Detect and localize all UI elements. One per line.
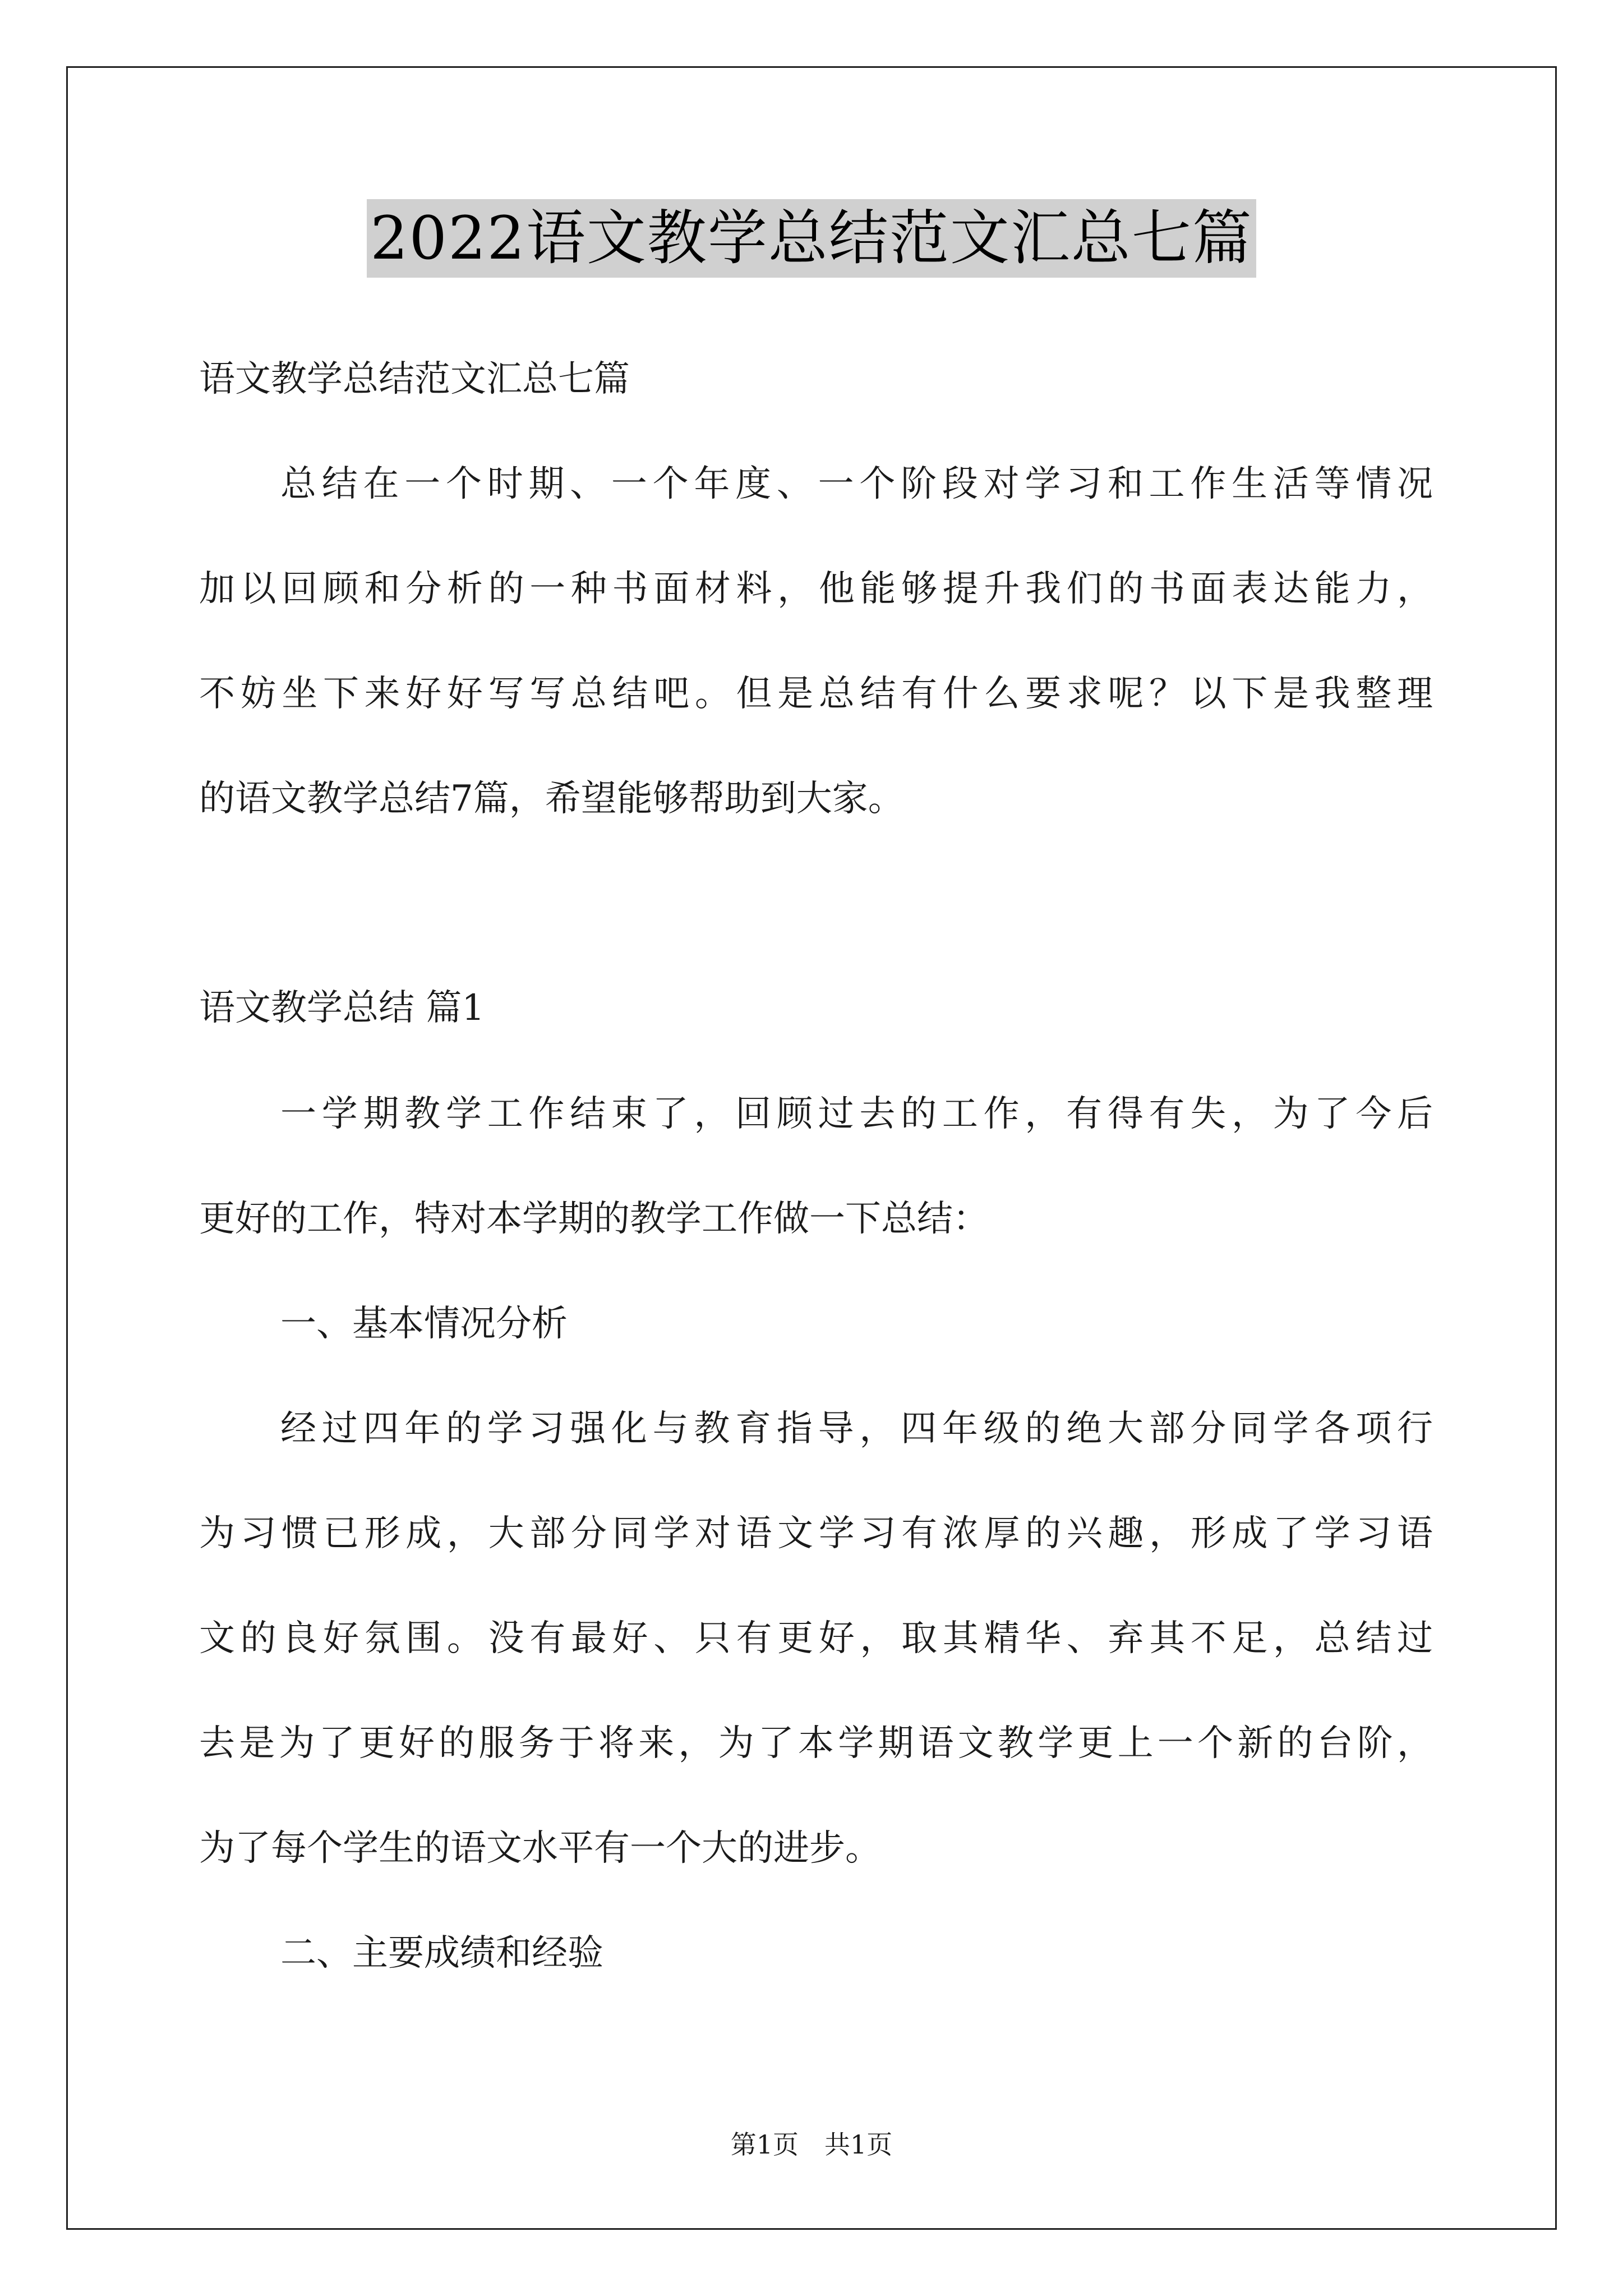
heading-basic-analysis: 一、基本情况分析	[280, 1303, 568, 1345]
intro-line-2: 加以回顾和分析的一种书面材料，他能够提升我们的书面表达能力，	[199, 568, 1433, 610]
section1-line-1: 一学期教学工作结束了，回顾过去的工作，有得有失，为了今后	[280, 1093, 1433, 1135]
section1-line-2: 更好的工作，特对本学期的教学工作做一下总结：	[199, 1198, 989, 1240]
title-container	[0, 199, 1623, 278]
basic-line-2: 为习惯已形成，大部分同学对语文学习有浓厚的兴趣，形成了学习语	[199, 1513, 1433, 1554]
heading-achievements: 二、主要成绩和经验	[280, 1932, 603, 1974]
basic-line-4: 去是为了更好的服务于将来，为了本学期语文教学更上一个新的台阶，	[199, 1723, 1433, 1764]
intro-line-1: 总结在一个时期、一个年度、一个阶段对学习和工作生活等情况	[280, 463, 1433, 505]
basic-line-3: 文的良好氛围。没有最好、只有更好，取其精华、弃其不足，总结过	[199, 1618, 1433, 1659]
document-subtitle: 语文教学总结范文汇总七篇	[199, 358, 630, 400]
intro-line-4: 的语文教学总结7篇，希望能够帮助到大家。	[199, 778, 904, 820]
section-heading-1: 语文教学总结 篇1	[199, 987, 485, 1029]
basic-line-5: 为了每个学生的语文水平有一个大的进步。	[199, 1828, 881, 1869]
basic-line-1: 经过四年的学习强化与教育指导，四年级的绝大部分同学各项行	[280, 1408, 1433, 1450]
document-title: 2022语文教学总结范文汇总七篇	[367, 199, 1256, 278]
intro-line-3: 不妨坐下来好好写写总结吧。但是总结有什么要求呢？以下是我整理	[199, 673, 1433, 715]
page-footer: 第1页 共1页	[730, 2129, 893, 2160]
